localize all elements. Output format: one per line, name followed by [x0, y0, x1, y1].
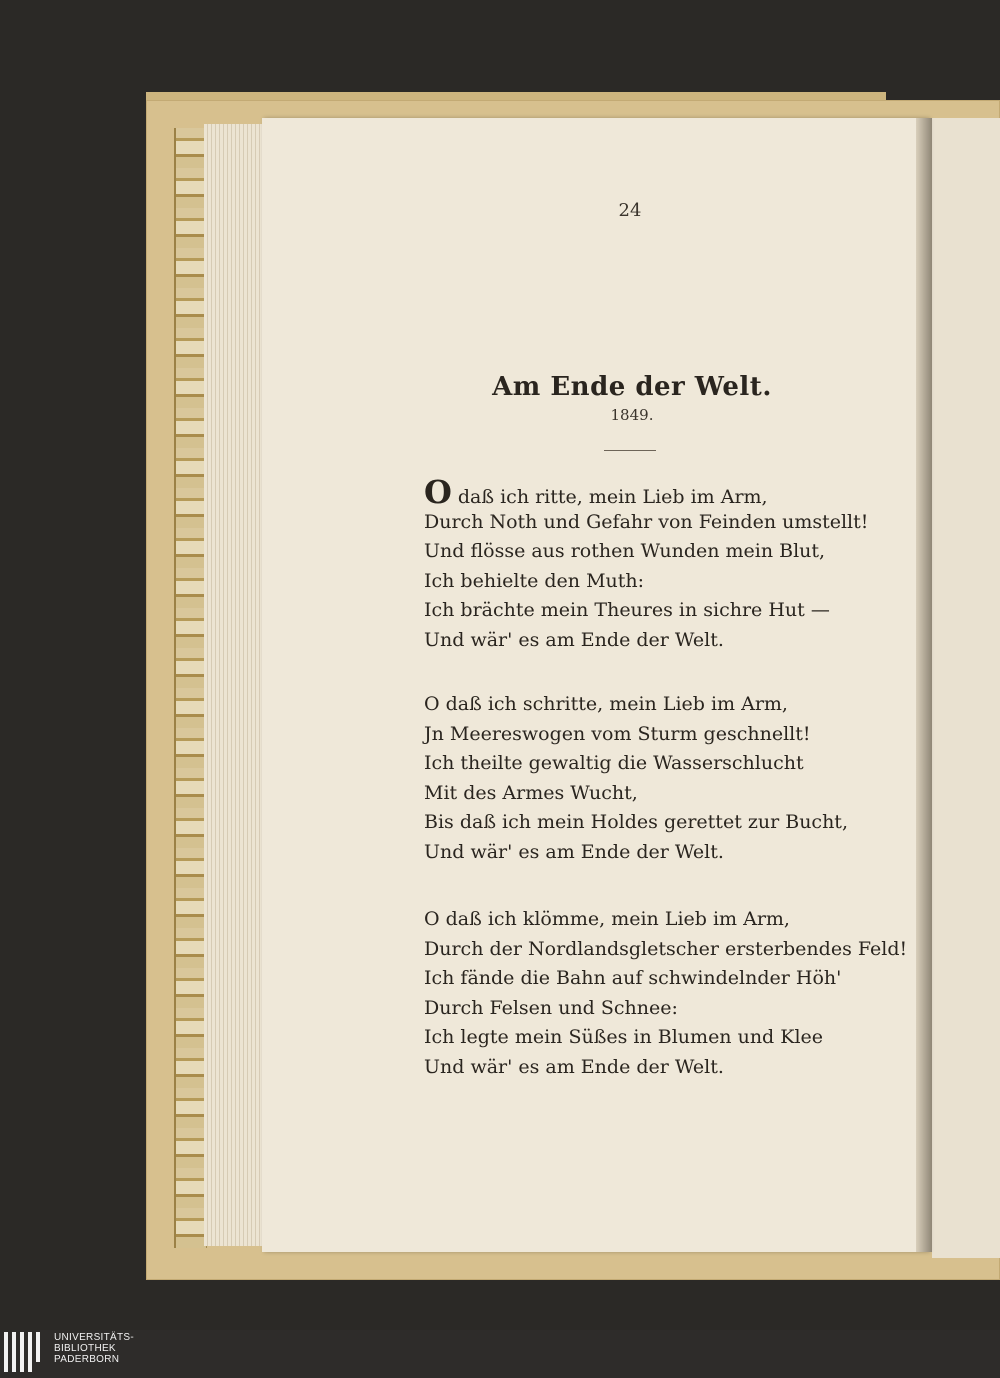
poem-line: Ich behielte den Muth: [424, 569, 645, 592]
poem-line: Durch der Nordlandsgletscher ersterbendes Feld! [424, 937, 908, 960]
logo-line: UNIVERSITÄTS- [54, 1332, 135, 1343]
poem-line: Und wär' es am Ende der Welt. [424, 1055, 724, 1078]
poem-line: Ich legte mein Süßes in Blumen und Klee [424, 1026, 824, 1048]
stanza-2 [424, 690, 874, 867]
poem-line [424, 473, 874, 511]
library-logo-text [54, 1332, 204, 1365]
poem-line: Ich fände die Bahn auf schwindelnder Höh' [424, 967, 842, 989]
logo-line: BIBLIOTHEK [54, 1343, 116, 1354]
page-number: 24 [618, 200, 642, 221]
page-gutter [916, 118, 932, 1252]
drop-cap: O [424, 473, 452, 511]
poem-line: Jn Meereswogen vom Sturm geschnellt! [424, 722, 811, 745]
stanza-1 [424, 473, 874, 655]
poem-year: 1849. [610, 406, 654, 424]
facing-page [932, 118, 1000, 1258]
logo-line: PADERBORN [54, 1354, 120, 1365]
poem-line: Und flösse aus rothen Wunden mein Blut, [424, 540, 826, 562]
decorative-endpaper [174, 128, 207, 1248]
poem-title: Am Ende der Welt. [492, 372, 772, 402]
poem-line: Mit des Armes Wucht, [424, 781, 638, 804]
poem-line: Und wär' es am Ende der Welt. [424, 840, 724, 863]
poem-line: Und wär' es am Ende der Welt. [424, 628, 724, 651]
poem-line: Ich theilte gewaltig die Wasserschlucht [424, 752, 804, 774]
poem-line: Bis daß ich mein Holdes gerettet zur Bucht, [424, 811, 848, 833]
title-divider [604, 450, 656, 451]
poem-line-text: daß ich ritte, mein Lieb im Arm, [457, 486, 768, 508]
page-edges [204, 124, 265, 1246]
poem-line: Ich brächte mein Theures in sichre Hut — [424, 599, 830, 621]
library-logo-icon [4, 1332, 48, 1372]
poem-line: Durch Noth und Gefahr von Feinden umstellt! [424, 510, 869, 533]
poem-line: O daß ich klömme, mein Lieb im Arm, [424, 908, 790, 930]
poem-line: Durch Felsen und Schnee: [424, 996, 678, 1019]
stanza-3 [424, 905, 908, 1082]
poem-line: O daß ich schritte, mein Lieb im Arm, [424, 693, 788, 715]
